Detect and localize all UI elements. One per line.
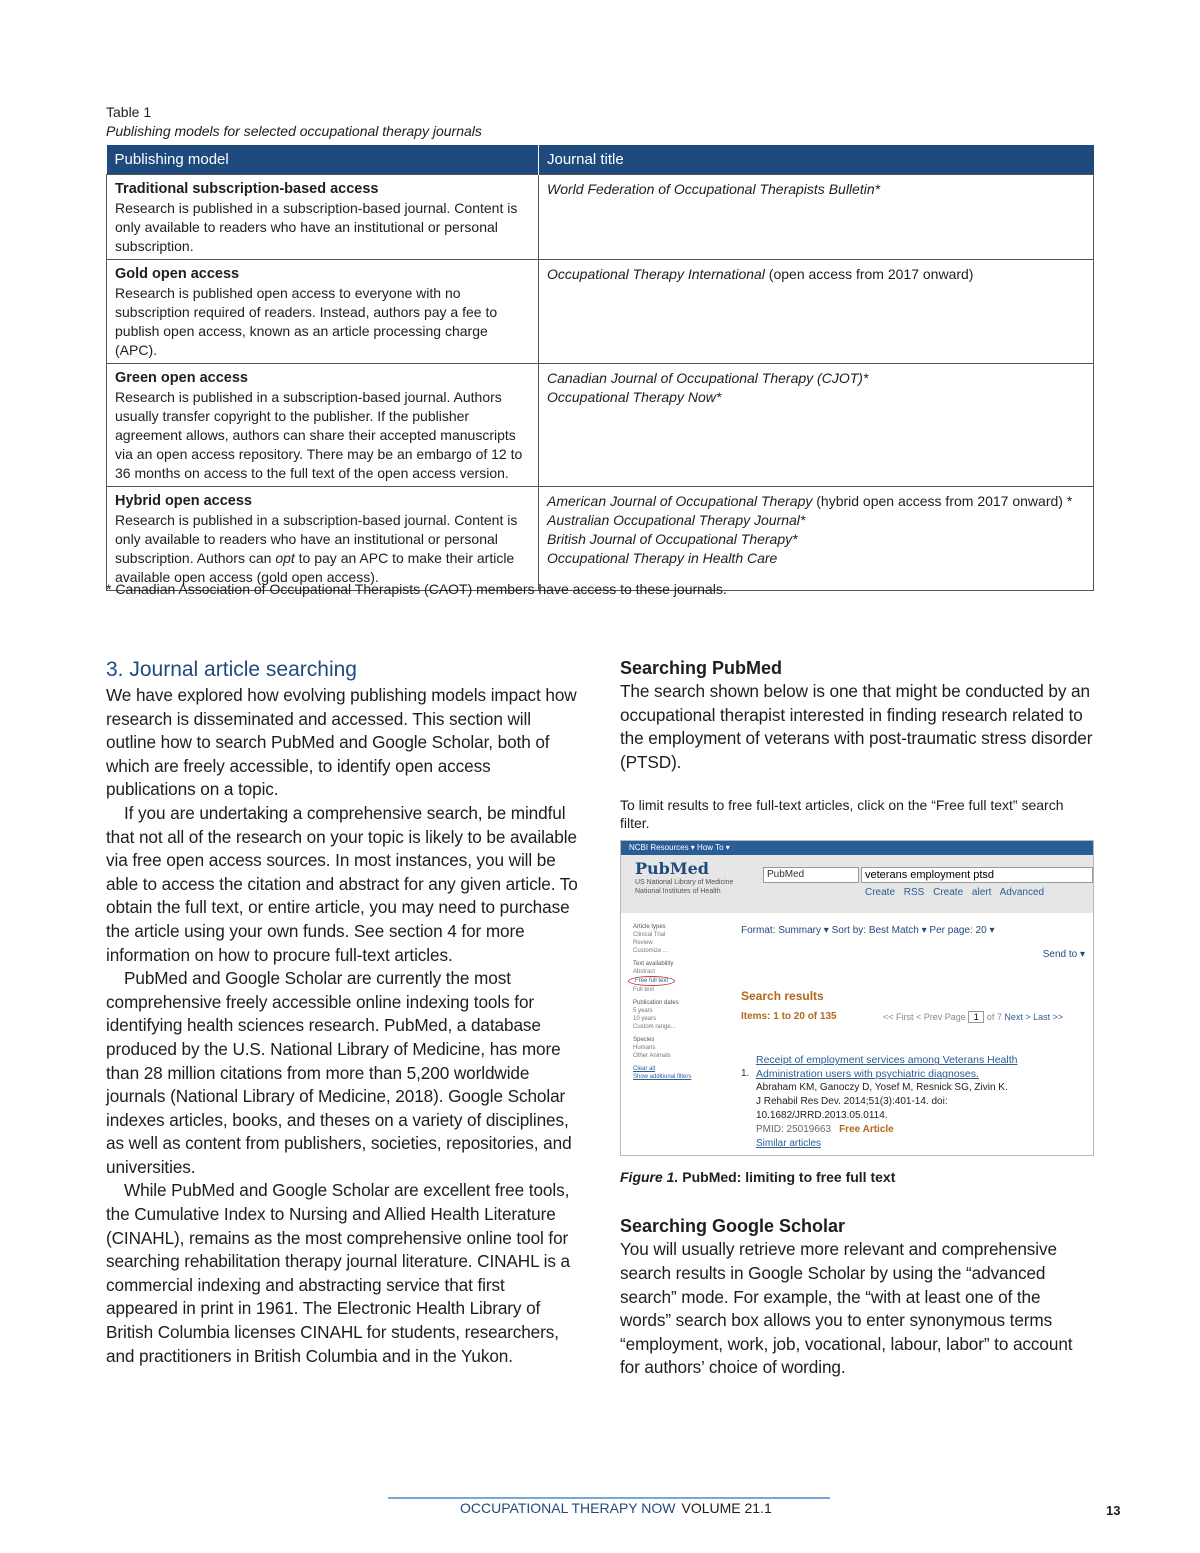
result-pmid-line [756,1123,1081,1137]
result-number: 1. [741,1068,750,1080]
journal-cell [539,486,1094,590]
scholar-heading: Searching Google Scholar [620,1216,846,1237]
table-header-row [107,145,1094,174]
similar-articles-link: Similar articles [756,1138,822,1150]
body-paragraph: While PubMed and Google Scholar are excellent free tools, the Cumulative Index to Nursing and Allied Health Literature (CINAHL), remains as the most comprehensive online tool for searching rehabilitation therapy journal literature. CINAHL is a commercial indexing and abstracting service that first appeared in print in 1961. The Electronic Health Library of British Columbia licenses CINAHL for students, researchers, and practitioners in British Columbia and in the Yukon. [106,1180,570,1366]
clear-all-link: Clear all [633,1066,656,1073]
model-name: Gold open access [115,265,240,282]
pubmed-screenshot-figure [620,840,1094,1156]
pubmed-logo: PubMed [635,859,709,879]
journal-title: American Journal of Occupational Therapy [547,492,813,509]
filter-item: Customize ... [633,948,669,955]
filter-item: Clinical Trial [633,932,666,939]
table-row [107,363,1094,486]
filter-sidebar [633,923,725,1086]
table-row [107,486,1094,590]
model-description [115,511,531,587]
filter-group [633,1065,725,1081]
filter-item: Other Animals [633,1053,671,1060]
filter-item: Custom range... [633,1024,676,1031]
journal-cell [539,363,1094,486]
pager-page-box: 1 [968,1011,984,1023]
model-cell [107,363,539,486]
footer-journal: OCCUPATIONAL THERAPY NOW [460,1500,676,1516]
table-footnote: * Canadian Association of Occupational Therapists (CAOT) members have access to these journals. [106,581,727,597]
logo-subtitle [635,878,733,896]
filter-group [633,923,725,955]
right-column [620,656,1094,1380]
free-article-badge: Free Article [839,1124,894,1136]
journal-cell [539,174,1094,259]
body-paragraph: If you are undertaking a comprehensive search, be mindful that not all of the research on your topic is likely to be available via free open access sources. In most instances, you will be able to access the citation and abstract for any given article. To obtain the full text, or entire article, you may need to purchase the article using your own funds. See section 4 for more information on how to procure full-text articles. [106,802,578,965]
model-name: Traditional subscription-based access [115,180,379,197]
section-title: 3. Journal article searching [106,658,357,681]
journal-title: Occupational Therapy International [547,265,765,282]
filter-item: Full text [633,987,655,994]
ncbi-bar: NCBI Resources ▾ How To ▾ [621,841,1093,855]
footer-volume: VOLUME 21.1 [681,1500,772,1516]
model-cell [107,486,539,590]
journal-title: Occupational Therapy Now* [547,388,722,405]
result-journal: J Rehabil Res Dev. 2014;51(3):401-14. doi: 10.1682/JRRD.2013.05.0114. [756,1096,948,1122]
table-row [107,259,1094,363]
filter-item: Abstract [633,969,656,976]
figure-instruction: To limit results to free full-text articles, click on the “Free full text” search filter. [620,797,1064,832]
result-pmid: PMID: 25019663 [756,1124,832,1136]
header-publishing-model: Publishing model [107,145,539,174]
figure-caption-text: PubMed: limiting to free full text [678,1169,896,1186]
logo-subtitle-line: National Institutes of Health [635,888,721,896]
search-links: Create RSS Create alert Advanced [865,887,1045,899]
results-count: Items: 1 to 20 of 135 [741,1011,837,1023]
show-filters-link: Show additional filters [633,1074,692,1081]
journal-note: (hybrid open access from 2017 onward) * [812,492,1073,509]
model-name: Green open access [115,369,248,386]
model-name: Hybrid open access [115,492,252,509]
free-full-text-filter: Free full text [628,976,675,986]
footer-journal-line [460,1500,772,1516]
filter-group-title: Article types [633,924,666,931]
filter-item: Humans [633,1045,656,1052]
model-cell [107,174,539,259]
model-description: Research is published open access to everyone with no subscription required of readers. Instead, authors pay a fee to publish open access, known as an article processing charge (APC). [115,284,498,358]
filter-group-title: Text availability [633,961,674,968]
description-emphasis: opt [275,549,295,566]
page-number: 13 [1106,1503,1121,1518]
model-cell [107,259,539,363]
search-result [741,1053,1081,1151]
pubmed-heading: Searching PubMed [620,658,783,678]
logo-subtitle-line: US National Library of Medicine [635,879,734,887]
filter-item: Review [633,940,653,947]
search-results-title: Search results [741,989,824,1004]
model-description: Research is published in a subscription-based journal. Authors usually transfer copyright to the publisher. If the publisher agreement allows, authors can share their accepted manuscripts via an open access repository. There may be an embargo of 12 to 36 months on access to the full text of the open access version. [115,388,523,481]
format-options: Format: Summary ▾ Sort by: Best Match ▾ Per page: 20 ▾ [741,925,995,937]
filter-group [633,960,725,994]
send-to: Send to ▾ [1042,949,1085,961]
filter-item: 10 years [633,1016,657,1023]
description-part: to pay an APC to make their article available open access (gold open access). [115,549,515,585]
table-row [107,174,1094,259]
pager [883,1011,1063,1023]
journal-note: (open access from 2017 onward) [764,265,974,282]
journal-title: Occupational Therapy in Health Care [547,549,778,566]
result-authors: Abraham KM, Ganoczy D, Yosef M, Resnick SG, Zivin K. [756,1082,1008,1094]
pager-next: Next > Last >> [1004,1012,1064,1023]
description-part: Research is published in a subscription-based journal. Content is only available to readers who have an institutional or personal subscription. Authors can [115,511,518,566]
filter-group-title: Species [633,1037,655,1044]
database-select: PubMed [763,867,859,883]
table-caption: Publishing models for selected occupational therapy journals [106,123,482,139]
scholar-paragraph: You will usually retrieve more relevant and comprehensive search results in Google Scholar by using the “advanced search” mode. For example, the “with at least one of the words” search box allows you to enter synonymous terms “employment, work, job, vocational, labour, labor” to account for authors’ choice of wording. [620,1239,1073,1378]
pubmed-paragraph: The search shown below is one that might be conducted by an occupational therapist interested in finding research related to the employment of veterans with post-traumatic stress disorder (PTSD). [620,681,1093,772]
filter-group-title: Publication dates [633,1000,679,1007]
journal-cell [539,259,1094,363]
journal-title: Australian Occupational Therapy Journal* [547,511,806,528]
filter-item: 5 years [633,1008,653,1015]
journal-title: World Federation of Occupational Therapists Bulletin* [547,180,881,197]
figure-number: Figure 1. [620,1169,679,1186]
body-paragraph: We have explored how evolving publishing models impact how research is disseminated and accessed. This section will outline how to search PubMed and Google Scholar, both of which are freely accessible, to identify open access publications on a topic. [106,685,577,800]
pager-of: of 7 [986,1012,1002,1023]
filter-group [633,999,725,1031]
search-query: veterans employment ptsd [861,867,1093,883]
filter-group [633,1036,725,1060]
journal-line [547,265,1086,284]
body-paragraph: PubMed and Google Scholar are currently the most comprehensive freely accessible online indexing tools for identifying health sciences research. PubMed, a database produced by the U.S. National Library of Medicine, has more than 28 million citations from more than 5,200 worldwide journals (National Library of Medicine, 2018). Google Scholar indexes articles, books, and theses on a variety of disciplines, as well as content from publishers, societies, repositories, and universities. [106,968,572,1177]
result-title: Receipt of employment services among Veterans Health Administration users with psychiatric diagnoses. [756,1054,1018,1081]
model-description: Research is published in a subscription-based journal. Content is only available to readers who have an institutional or personal subscription. [115,199,518,254]
header-journal-title: Journal title [539,145,1094,174]
footer-rule [388,1497,830,1499]
journal-title: Canadian Journal of Occupational Therapy (CJOT)* [547,369,869,386]
publishing-models-table [106,145,1094,591]
table-label: Table 1 [106,104,152,120]
pager-prev: << First < Prev Page [883,1012,966,1023]
journal-title: British Journal of Occupational Therapy* [547,530,798,547]
left-column [106,656,580,1368]
figure-caption [620,1168,1094,1186]
journal-line [547,492,1086,511]
